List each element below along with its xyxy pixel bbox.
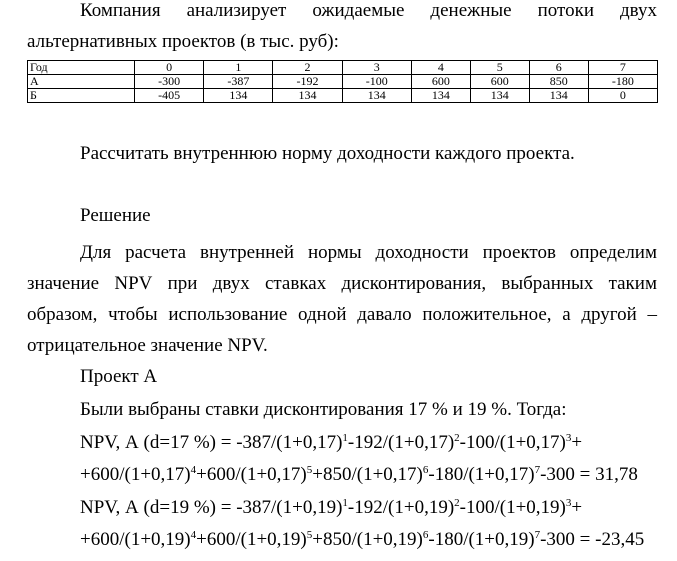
rates-line: Были выбраны ставки дисконтирования 17 % и 19 %. Тогда: — [80, 399, 567, 420]
para-word: определим — [569, 242, 657, 263]
intro-word: анализирует — [186, 0, 287, 21]
table-cell: 6 — [529, 61, 588, 75]
para-word: – — [647, 304, 657, 325]
para-line-4: отрицательное значение NPV. — [27, 335, 268, 356]
formula-part: -192/(1+0,19) — [347, 497, 455, 518]
formula-exponent: 5 — [306, 464, 313, 476]
para-word: другой — [581, 304, 637, 325]
intro-line-2: альтернативных проектов (в тыс. руб): — [27, 31, 339, 52]
para-word: ставках — [264, 273, 327, 294]
table-row — [28, 75, 658, 89]
intro-line-1 — [80, 0, 657, 22]
intro-word: двух — [620, 0, 657, 21]
table-cell: -387 — [204, 75, 273, 89]
formula-part: -100/(1+0,19) — [459, 497, 566, 518]
para-line-2 — [27, 273, 657, 295]
formula-part: -192/(1+0,17) — [347, 432, 455, 453]
para-word: использование — [168, 304, 288, 325]
table-cell: 850 — [529, 75, 588, 89]
para-word: проектов — [482, 242, 556, 263]
para-word: положительное, — [422, 304, 552, 325]
formula-exponent: 7 — [534, 529, 541, 541]
para-word: чтобы — [108, 304, 158, 325]
table-cell: 3 — [342, 61, 411, 75]
intro-word: Компания — [80, 0, 161, 21]
project-a-heading: Проект А — [80, 366, 158, 387]
formula-part: -180/(1+0,17) — [428, 464, 535, 485]
table-cell: А — [28, 75, 135, 89]
table-cell: Год — [28, 61, 135, 75]
para-word: NPV — [114, 273, 153, 294]
para-word: а — [562, 304, 571, 325]
formula-part: +600/(1+0,19) — [80, 529, 191, 550]
formula-part: +600/(1+0,17) — [196, 464, 307, 485]
para-word: выбранных — [501, 273, 594, 294]
table-cell: 134 — [529, 89, 588, 103]
formula-17-line-1 — [80, 432, 582, 454]
table-cell: 7 — [588, 61, 657, 75]
intro-word: потоки — [537, 0, 594, 21]
formula-exponent: 4 — [190, 464, 197, 476]
formula-part: NPV, А (d=19 %) = -387/(1+0,19) — [80, 497, 343, 518]
table-cell: 1 — [204, 61, 273, 75]
formula-part: + — [571, 497, 583, 518]
formula-part: -300 = 31,78 — [540, 464, 638, 485]
table-cell: 2 — [273, 61, 342, 75]
formula-part: + — [571, 432, 583, 453]
table-cell: 600 — [470, 75, 529, 89]
formula-19-line-2 — [80, 529, 644, 551]
table-cell: -300 — [135, 75, 204, 89]
formula-part: NPV, А (d=17 %) = -387/(1+0,17) — [80, 432, 343, 453]
formula-part: -180/(1+0,19) — [428, 529, 535, 550]
para-word: расчета — [125, 242, 187, 263]
formula-exponent: 3 — [565, 497, 572, 509]
table-cell: 5 — [470, 61, 529, 75]
table-cell: 134 — [204, 89, 273, 103]
formula-part: +600/(1+0,19) — [196, 529, 307, 550]
intro-word: ожидаемые — [312, 0, 405, 21]
para-line-3 — [27, 304, 657, 326]
table-cell: 0 — [588, 89, 657, 103]
formula-exponent: 1 — [342, 497, 348, 509]
formula-part: +600/(1+0,17) — [80, 464, 191, 485]
table-cell: 134 — [470, 89, 529, 103]
table-cell: -180 — [588, 75, 657, 89]
para-line-1 — [80, 242, 657, 264]
formula-part: -100/(1+0,17) — [459, 432, 566, 453]
para-word: доходности — [375, 242, 469, 263]
cash-flow-table — [27, 60, 658, 103]
para-word: дисконтирования, — [341, 273, 487, 294]
table-cell: -192 — [273, 75, 342, 89]
formula-17-line-2 — [80, 464, 638, 486]
formula-exponent: 4 — [190, 529, 197, 541]
para-word: двух — [212, 273, 250, 294]
task-text: Рассчитать внутреннюю норму доходности каждого проекта. — [80, 143, 575, 164]
table-cell: 134 — [273, 89, 342, 103]
formula-part: -300 = -23,45 — [540, 529, 645, 550]
para-word: образом, — [27, 304, 98, 325]
solution-heading: Решение — [80, 205, 151, 226]
para-word: внутренней — [199, 242, 295, 263]
para-word: Для — [80, 242, 112, 263]
para-word: значение — [27, 273, 100, 294]
table-cell: -405 — [135, 89, 204, 103]
formula-exponent: 6 — [422, 529, 429, 541]
table-cell: 134 — [342, 89, 411, 103]
intro-word: денежные — [430, 0, 512, 21]
table-cell: -100 — [342, 75, 411, 89]
formula-part: +850/(1+0,19) — [312, 529, 423, 550]
formula-exponent: 5 — [306, 529, 313, 541]
table-header-row — [28, 61, 658, 75]
para-word: таким — [608, 273, 657, 294]
para-word: при — [167, 273, 198, 294]
formula-exponent: 2 — [454, 497, 460, 509]
formula-exponent: 7 — [534, 464, 541, 476]
table-cell: 134 — [411, 89, 470, 103]
formula-19-line-1 — [80, 497, 582, 519]
para-word: нормы — [307, 242, 362, 263]
para-word: давало — [357, 304, 412, 325]
formula-exponent: 2 — [454, 432, 460, 444]
table-cell: 4 — [411, 61, 470, 75]
table-cell: 600 — [411, 75, 470, 89]
para-word: одной — [298, 304, 347, 325]
formula-exponent: 6 — [422, 464, 429, 476]
table-cell: 0 — [135, 61, 204, 75]
formula-exponent: 1 — [342, 432, 348, 444]
formula-exponent: 3 — [565, 432, 572, 444]
table-row — [28, 89, 658, 103]
table-cell: Б — [28, 89, 135, 103]
formula-part: +850/(1+0,17) — [312, 464, 423, 485]
